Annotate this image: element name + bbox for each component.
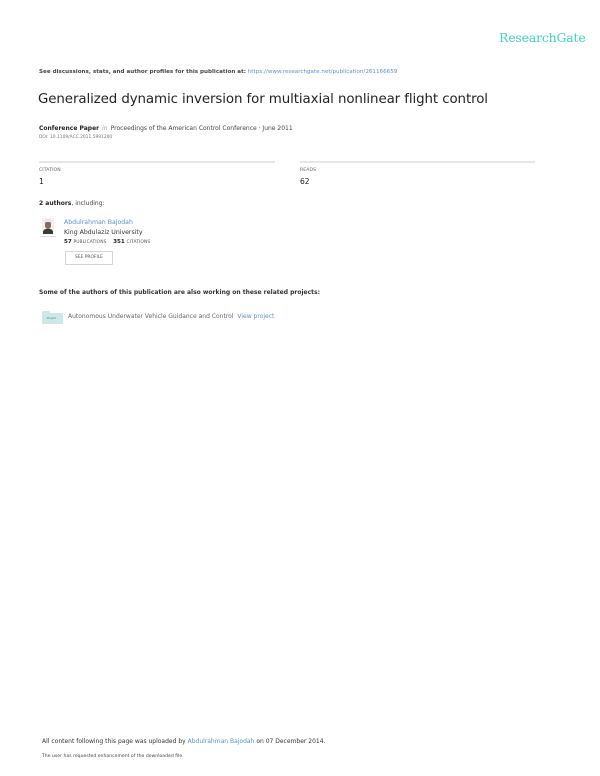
publication-venue: Proceedings of the American Control Conference · June 2011: [110, 125, 293, 132]
divider: [39, 161, 275, 163]
publication-title: Generalized dynamic inversion for multiaxial nonlinear flight control: [38, 92, 488, 107]
author-institution: King Abdulaziz University: [64, 229, 143, 236]
publication-meta: [39, 125, 293, 132]
authors-suffix: , including:: [71, 200, 105, 207]
avatar-body: [43, 229, 53, 234]
author-publications-count: 57: [64, 239, 72, 245]
reads-count: 62: [300, 177, 310, 186]
in-label: in: [102, 125, 108, 132]
upload-notice: [42, 738, 325, 745]
publication-type: Conference Paper: [39, 125, 100, 132]
author-name-link[interactable]: Abdulrahman Bajodah: [64, 219, 133, 226]
upload-prefix: All content following this page was uploaded by: [42, 738, 186, 745]
author-citations-label: CITATIONS: [126, 240, 151, 245]
researchgate-logo[interactable]: ResearchGate: [499, 30, 586, 45]
uploader-link[interactable]: Abdulrahman Bajodah: [187, 738, 255, 745]
avatar-underline: [40, 236, 56, 237]
publication-doi: DOI: 10.1109/ACC.2011.5991200: [39, 135, 113, 140]
publication-url-link[interactable]: https://www.researchgate.net/publication/261166659: [247, 69, 398, 75]
project-item: [68, 313, 274, 320]
author-stats: [64, 239, 150, 245]
upload-suffix: on 07 December 2014.: [256, 738, 326, 745]
folder-icon-label: Project: [47, 317, 56, 320]
discussion-label: See discussions, stats, and author profiles for this publication at:: [39, 69, 246, 75]
reads-label: READS: [300, 168, 317, 173]
author-citations-count: 351: [113, 239, 125, 245]
project-folder-icon: [42, 311, 63, 324]
see-profile-button[interactable]: SEE PROFILE: [65, 251, 113, 265]
divider: [300, 161, 535, 163]
author-publications-label: PUBLICATIONS: [73, 240, 107, 245]
project-name: Autonomous Underwater Vehicle Guidance and Control: [68, 313, 234, 320]
citation-count: 1: [39, 177, 44, 186]
related-projects-heading: Some of the authors of this publication are also working on these related projects:: [39, 289, 320, 296]
authors-heading: [39, 200, 105, 207]
view-project-link[interactable]: View project: [237, 313, 275, 320]
enhancement-notice: The user has requested enhancement of the downloaded file.: [42, 754, 184, 759]
author-avatar[interactable]: [42, 218, 54, 234]
discussion-line: [39, 69, 397, 75]
citation-label: CITATION: [39, 168, 61, 173]
avatar-face: [45, 222, 51, 229]
authors-count: 2 authors: [39, 200, 72, 207]
